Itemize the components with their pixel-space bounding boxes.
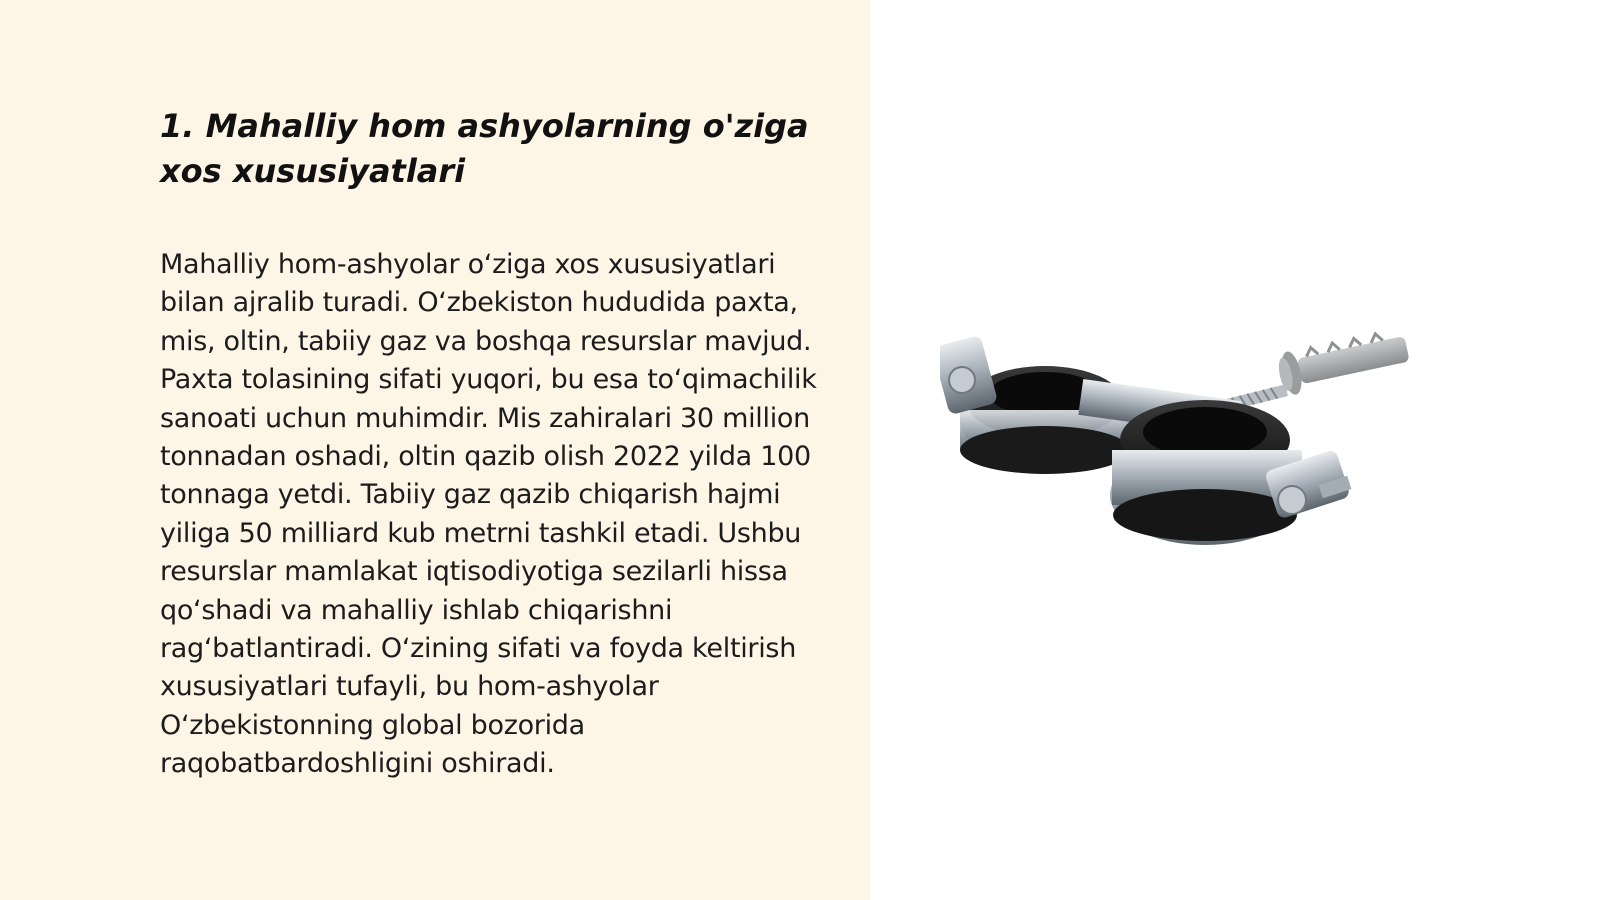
double-pipe-clamp-icon [940, 310, 1460, 590]
wall-plug [1275, 327, 1411, 397]
slide-paragraph: Mahalliy hom-ashyolar oʻziga xos xususiyatlari bilan ajralib turadi. Oʻzbekiston hududida paxta, mis, oltin, tabiiy gaz va boshqa resurslar mavjud. Paxta tolasining sifati yuqori, bu esa toʻqimachilik sanoati uchun muhimdir. Mis zahiralari 30 million tonnadan oshadi, oltin qazib olish 2022 yilda 100 tonnaga yetdi. Tabiiy gaz qazib chiqarish hajmi yiliga 50 milliard kub metrni tashkil etadi. Ushbu resurslar mamlakat iqtisodiyotiga sezilarli hissa qoʻshadi va mahalliy ishlab chiqarishni ragʻbatlantiradi. Oʻzining sifati va foyda keltirish xususiyatlari tufayli, bu hom-ashyolar Oʻzbekistonning global bozorida raqobatbardoshligini oshiradi. [160, 249, 817, 780]
slide-title: 1. Mahalliy hom ashyolarning o'ziga xos xususiyatlari [160, 107, 809, 190]
right-clamp [1110, 400, 1351, 545]
